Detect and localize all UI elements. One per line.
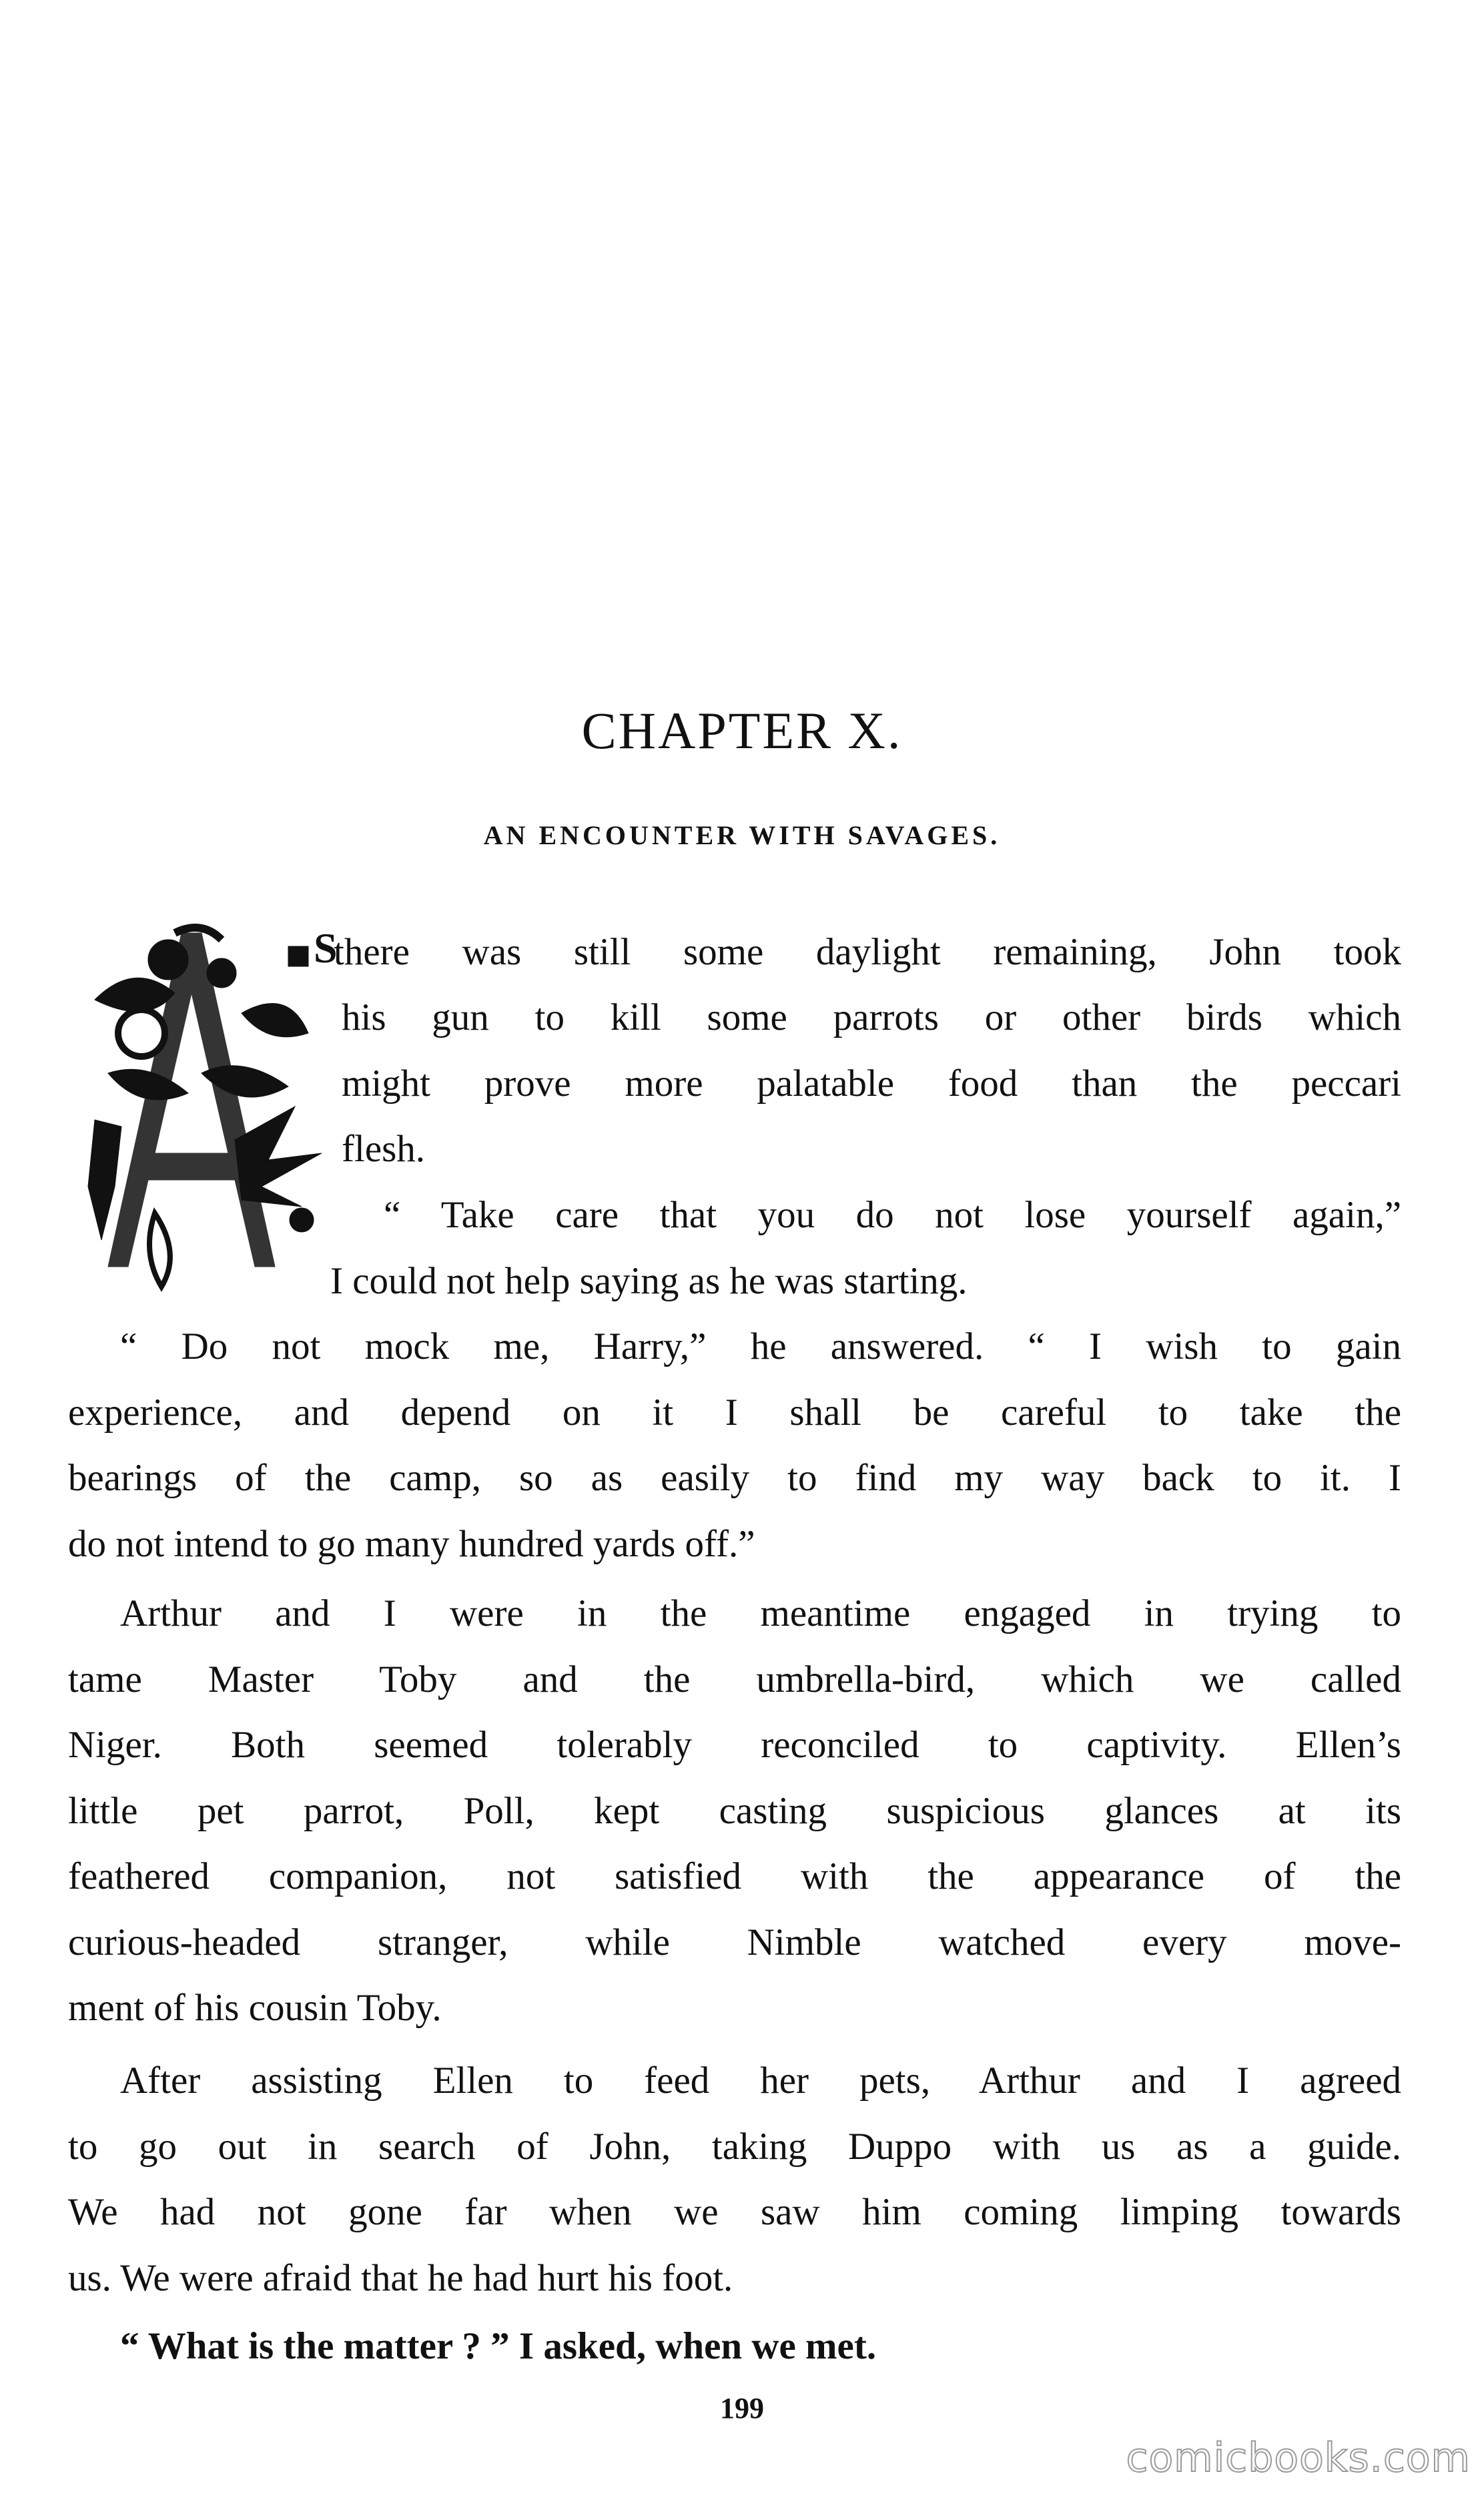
text-line: his gun to kill some parrots or other birds which — [342, 996, 1401, 1038]
text-line: I could not help saying as he was starting. — [330, 1259, 968, 1302]
chapter-title: CHAPTER X. — [581, 701, 903, 759]
text-line: bearings of the camp, so as easily to find my way back to it. I — [68, 1457, 1401, 1499]
text-line: little pet parrot, Poll, kept casting suspicious glances at its — [68, 1789, 1401, 1832]
text-line: might prove more palatable food than the peccari — [342, 1062, 1401, 1105]
paragraph-4 — [68, 1581, 1401, 2042]
floral-drop-cap-icon — [68, 920, 338, 1293]
text-line: Niger. Both seemed tolerably reconciled to captivity. Ellen’s — [68, 1724, 1401, 1766]
text-line: ment of his cousin Toby. — [68, 1987, 442, 2029]
text-line: do not intend to go many hundred yards off.” — [68, 1522, 755, 1565]
paragraph-5 — [68, 2048, 1401, 2311]
text-line: “ What is the matter ? ” I asked, when we met. — [120, 2325, 877, 2367]
paragraph-2 — [330, 1183, 1401, 1314]
text-line: to go out in search of John, taking Duppo with us as a guide. — [68, 2125, 1401, 2168]
text-line: We had not gone far when we saw him coming limping towards — [68, 2191, 1401, 2233]
text-line: there was still some daylight remaining, John took — [334, 931, 1401, 973]
text-line: Arthur and I were in the meantime engaged in trying to — [120, 1592, 1401, 1634]
paragraph-1-cont — [342, 985, 1401, 1183]
paragraph-1 — [334, 920, 1401, 986]
text-line: curious-headed stranger, while Nimble watched every move- — [68, 1921, 1401, 1963]
text-line: us. We were afraid that he had hurt his foot. — [68, 2256, 733, 2299]
text-line: tame Master Toby and the umbrella-bird, which we called — [68, 1658, 1401, 1700]
text-line: After assisting Ellen to feed her pets, Arthur and I agreed — [120, 2060, 1401, 2102]
page-number: 199 — [720, 2392, 764, 2425]
paragraph-3 — [68, 1314, 1401, 1577]
text-line: “ Take care that you do not lose yourself again,” — [384, 1194, 1401, 1236]
text-line: experience, and depend on it I shall be careful to take the — [68, 1391, 1401, 1434]
text-line: flesh. — [342, 1128, 426, 1170]
drop-cap-letter: S — [314, 924, 338, 972]
watermark: comicbooks.com — [1126, 2435, 1471, 2481]
text-line: “ Do not mock me, Harry,” he answered. “ I wish to gain — [120, 1325, 1401, 1367]
paragraph-6 — [68, 2314, 1401, 2380]
chapter-subtitle: AN ENCOUNTER WITH SAVAGES. — [483, 820, 1001, 850]
text-line: feathered companion, not satisfied with the appearance of the — [68, 1855, 1401, 1897]
